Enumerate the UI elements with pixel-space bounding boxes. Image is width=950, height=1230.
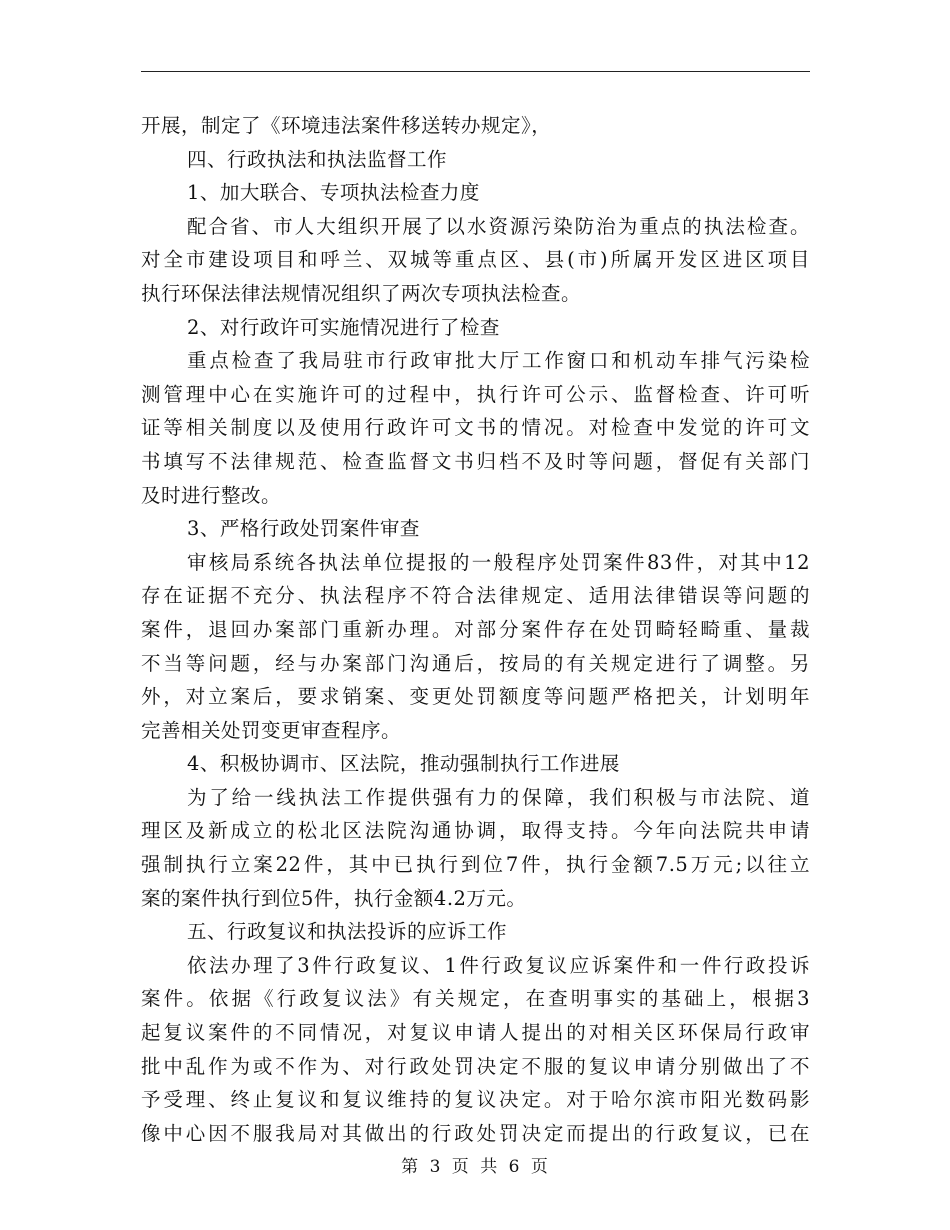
text-line: 执行环保法律法规情况组织了两次专项执法检查。: [141, 281, 582, 305]
text-line: 重点检查了我局驻市行政审批大厅工作窗口和机动车排气污染检: [187, 349, 810, 373]
text-line: 批中乱作为或不作为、对行政处罚决定不服的复议申请分别做出了不: [141, 1054, 810, 1078]
text-line: 证等相关制度以及使用行政许可文书的情况。对检查中发觉的许可文: [141, 416, 810, 440]
text-line: 书填写不法律规范、检查监督文书归档不及时等问题，督促有关部门: [141, 449, 810, 473]
text-line: 完善相关处罚变更审查程序。: [141, 718, 402, 742]
text-line: 理区及新成立的松北区法院沟通协调，取得支持。今年向法院共申请: [141, 819, 810, 843]
text-line: 测管理中心在实施许可的过程中，执行许可公示、监督检查、许可听: [141, 382, 810, 406]
text-line: 及时进行整改。: [141, 483, 282, 507]
text-line: 案的案件执行到位5件，执行金额4.2万元。: [141, 886, 527, 910]
text-line: 案件。依据《行政复议法》有关规定，在查明事实的基础上，根据3: [141, 987, 810, 1011]
text-line: 1、加大联合、专项执法检查力度: [187, 181, 480, 205]
text-line: 存在证据不充分、执法程序不符合法律规定、适用法律错误等问题的: [141, 584, 810, 608]
text-line: 对全市建设项目和呼兰、双城等重点区、县(市)所属开发区进区项目: [141, 248, 810, 272]
document-body: [141, 109, 810, 1150]
text-line: 外，对立案后，要求销案、变更处罚额度等问题严格把关，计划明年: [141, 685, 810, 709]
text-line: 开展，制定了《环境违法案件移送转办规定》，: [141, 114, 552, 137]
page-number-footer: 第 3 页 共 6 页: [401, 1157, 549, 1177]
text-line: 五、行政复议和执法投诉的应诉工作: [187, 920, 508, 944]
text-line: 审核局系统各执法单位提报的一般程序处罚案件83件，对其中12: [187, 550, 810, 574]
text-line: 依法办理了3件行政复议、1件行政复议应诉案件和一件行政投诉: [187, 953, 810, 977]
text-line: 为了给一线执法工作提供强有力的保障，我们积极与市法院、道: [187, 785, 810, 809]
header-rule: [141, 71, 810, 72]
text-line: 2、对行政许可实施情况进行了检查: [187, 315, 500, 339]
text-line: 不当等问题，经与办案部门沟通后，按局的有关规定进行了调整。另: [141, 651, 810, 675]
text-line: 予受理、终止复议和复议维持的复议决定。对于哈尔滨市阳光数码影: [141, 1088, 810, 1112]
text-line: 强制执行立案22件，其中已执行到位7件，执行金额7.5万元;以往立: [141, 853, 810, 877]
text-line: 4、积极协调市、区法院，推动强制执行工作进展: [187, 752, 620, 776]
text-line: 像中心因不服我局对其做出的行政处罚决定而提出的行政复议，已在: [141, 1121, 810, 1145]
text-line: 配合省、市人大组织开展了以水资源污染防治为重点的执法检查。: [187, 214, 810, 238]
text-line: 四、行政执法和执法监督工作: [187, 147, 448, 171]
text-line: 案件，退回办案部门重新办理。对部分案件存在处罚畸轻畸重、量裁: [141, 617, 810, 641]
text-line: 起复议案件的不同情况，对复议申请人提出的对相关区环保局行政审: [141, 1021, 810, 1045]
text-line: 3、严格行政处罚案件审查: [187, 517, 420, 541]
